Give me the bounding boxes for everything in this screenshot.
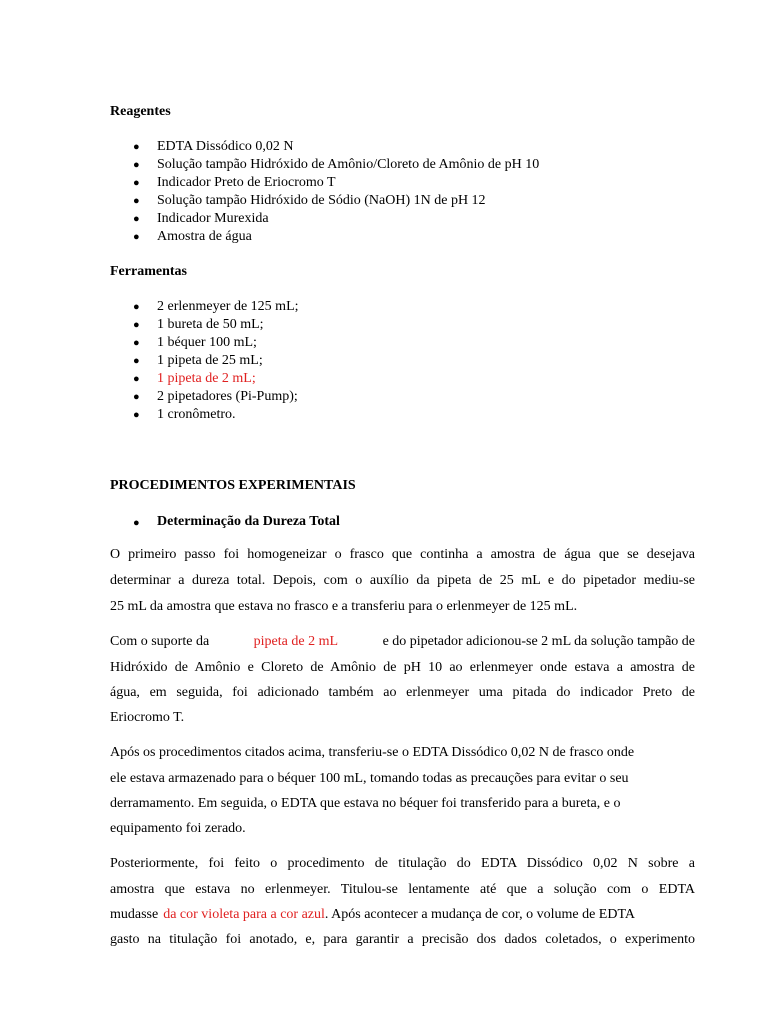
paragraph-line: gasto na titulação foi anotado, e, para garantir a precisão dos dados coletados, o experimento <box>110 932 695 947</box>
paragraph-line: ele estava armazenado para o béquer 100 mL, tomando todas as precauções para evitar o seu <box>110 771 629 786</box>
ferramenta-item-highlighted: 1 pipeta de 2 mL; <box>157 371 256 386</box>
text-span: mudasse <box>110 907 159 922</box>
paragraph-line <box>110 907 695 923</box>
text-span: Com o suporte da <box>110 634 210 649</box>
procedimentos-heading: PROCEDIMENTOS EXPERIMENTAIS <box>110 478 356 493</box>
bullet-dot-icon: ● <box>133 213 140 225</box>
bullet-dot-icon: ● <box>133 517 140 529</box>
paragraph-line: Após os procedimentos citados acima, transferiu-se o EDTA Dissódico 0,02 N de frasco onde <box>110 745 635 760</box>
paragraph-line: determinar a dureza total. Depois, com o auxílio da pipeta de 25 mL e do pipetador mediu-se <box>110 573 695 588</box>
bullet-dot-icon: ● <box>133 177 140 189</box>
ferramenta-item: 1 bureta de 50 mL; <box>157 317 264 332</box>
reagente-item: Indicador Preto de Eriocromo T <box>157 175 336 190</box>
ferramenta-item: 1 pipeta de 25 mL; <box>157 353 263 368</box>
bullet-dot-icon: ● <box>133 355 140 367</box>
bullet-dot-icon: ● <box>133 159 140 171</box>
text-span: e do pipetador adicionou-se 2 mL da solução tampão de <box>382 634 695 649</box>
bullet-dot-icon: ● <box>133 391 140 403</box>
reagente-item: Solução tampão Hidróxido de Sódio (NaOH) 1N de pH 12 <box>157 193 486 208</box>
ferramenta-item: 1 cronômetro. <box>157 407 236 422</box>
paragraph-line: 25 mL da amostra que estava no frasco e a transferiu para o erlenmeyer de 125 mL. <box>110 599 578 614</box>
reagente-item: Amostra de água <box>157 229 252 244</box>
paragraph-line: Eriocromo T. <box>110 710 185 725</box>
bullet-dot-icon: ● <box>133 141 140 153</box>
ferramenta-item: 1 béquer 100 mL; <box>157 335 257 350</box>
text-span: . Após acontecer a mudança de cor, o volume de EDTA <box>324 907 635 922</box>
bullet-dot-icon: ● <box>133 319 140 331</box>
highlighted-text: da cor violeta para a cor azul <box>163 907 325 922</box>
paragraph-line: amostra que estava no erlenmeyer. Titulou-se lentamente até que a solução com o EDTA <box>110 882 695 897</box>
ferramentas-heading: Ferramentas <box>110 264 187 279</box>
ferramenta-item: 2 pipetadores (Pi-Pump); <box>157 389 298 404</box>
bullet-dot-icon: ● <box>133 195 140 207</box>
reagente-item: Solução tampão Hidróxido de Amônio/Cloreto de Amônio de pH 10 <box>157 157 540 172</box>
paragraph-line: equipamento foi zerado. <box>110 821 246 836</box>
highlighted-text: pipeta de 2 mL <box>253 634 339 649</box>
paragraph-line: O primeiro passo foi homogeneizar o frasco que continha a amostra de água que se desejava <box>110 547 695 562</box>
bullet-dot-icon: ● <box>133 373 140 385</box>
reagente-item: Indicador Murexida <box>157 211 269 226</box>
reagentes-heading: Reagentes <box>110 104 171 119</box>
bullet-dot-icon: ● <box>133 409 140 421</box>
paragraph-line <box>110 634 695 650</box>
bullet-dot-icon: ● <box>133 231 140 243</box>
ferramenta-item: 2 erlenmeyer de 125 mL; <box>157 299 299 314</box>
paragraph-line: derramamento. Em seguida, o EDTA que estava no béquer foi transferido para a bureta, e o <box>110 796 621 811</box>
bullet-dot-icon: ● <box>133 301 140 313</box>
bullet-dot-icon: ● <box>133 337 140 349</box>
paragraph-line: água, em seguida, foi adicionado também ao erlenmeyer uma pitada do indicador Preto de <box>110 685 695 700</box>
paragraph-line: Posteriormente, foi feito o procedimento de titulação do EDTA Dissódico 0,02 N sobre a <box>110 856 695 871</box>
procedimentos-subtitle: Determinação da Dureza Total <box>157 514 340 529</box>
paragraph-line: Hidróxido de Amônio e Cloreto de Amônio de pH 10 ao erlenmeyer onde estava a amostra de <box>110 660 695 675</box>
reagente-item: EDTA Dissódico 0,02 N <box>157 139 294 154</box>
